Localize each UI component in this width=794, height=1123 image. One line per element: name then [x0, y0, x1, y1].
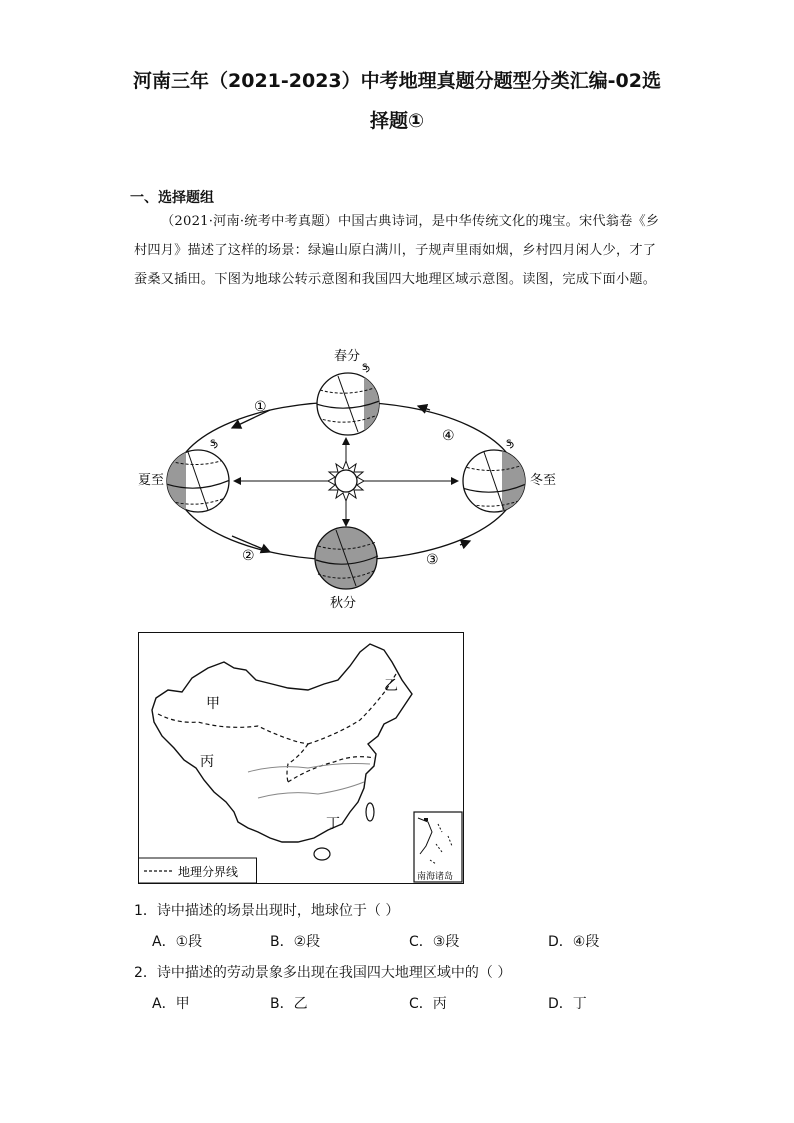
- label-winter: 冬至: [530, 473, 557, 488]
- svg-text:S: S: [506, 439, 512, 449]
- question-2-option-d[interactable]: D．丁: [548, 996, 587, 1012]
- question-1-option-a[interactable]: A．①段: [152, 934, 203, 950]
- label-spring: 春分: [334, 349, 361, 364]
- question-1-option-b[interactable]: B．②段: [270, 934, 321, 950]
- question-2-stem: 2．诗中描述的劳动景象多出现在我国四大地理区域中的（ ）: [134, 965, 512, 981]
- region-ding: 丁: [326, 816, 340, 832]
- document-title-line1: 河南三年（2021-2023）中考地理真题分题型分类汇编-02选: [133, 70, 661, 92]
- question-1-option-d[interactable]: D．④段: [548, 934, 600, 950]
- globe-winter-solstice: [462, 439, 532, 520]
- question-2-option-a[interactable]: A．甲: [152, 996, 190, 1012]
- label-summer: 夏至: [138, 473, 165, 488]
- region-yi: 乙: [384, 678, 398, 694]
- question-intro: （2021·河南·统考中考真题）中国古典诗词，是中华传统文化的瑰宝。宋代翁卷《乡村四月》描述了这样的场景：绿遍山原白满川，子规声里雨如烟，乡村四月闲人少，才了蚕桑又插田。下图为地球公转示意图和我国四大地理区域示意图。读图，完成下面小题。: [134, 214, 660, 287]
- inset-label: 南海诸岛: [417, 872, 454, 882]
- globe-summer-solstice: [164, 439, 230, 520]
- question-1-stem: 1．诗中描述的场景出现时，地球位于（ ）: [134, 903, 400, 919]
- legend-label: 地理分界线: [178, 865, 239, 879]
- label-seg2: ②: [242, 548, 255, 564]
- question-1-option-c[interactable]: C．③段: [409, 934, 460, 950]
- globe-spring-equinox: [316, 363, 384, 440]
- china-regions-map: [138, 632, 464, 884]
- earth-orbit-diagram: [138, 340, 570, 615]
- label-autumn: 秋分: [330, 596, 357, 611]
- label-seg4: ④: [442, 428, 455, 444]
- sun-icon: [328, 461, 364, 501]
- region-jia: 甲: [206, 696, 220, 712]
- region-bing: 丙: [200, 754, 214, 770]
- svg-text:S: S: [362, 363, 368, 373]
- svg-text:S: S: [210, 439, 216, 449]
- globe-autumn-equinox: [315, 527, 378, 589]
- question-2-option-b[interactable]: B．乙: [270, 996, 308, 1012]
- label-seg1: ①: [254, 399, 267, 415]
- section-heading: 一、选择题组: [130, 190, 214, 206]
- document-title-line2: 择题①: [369, 110, 425, 132]
- question-2-option-c[interactable]: C．丙: [409, 996, 447, 1012]
- label-seg3: ③: [426, 552, 439, 568]
